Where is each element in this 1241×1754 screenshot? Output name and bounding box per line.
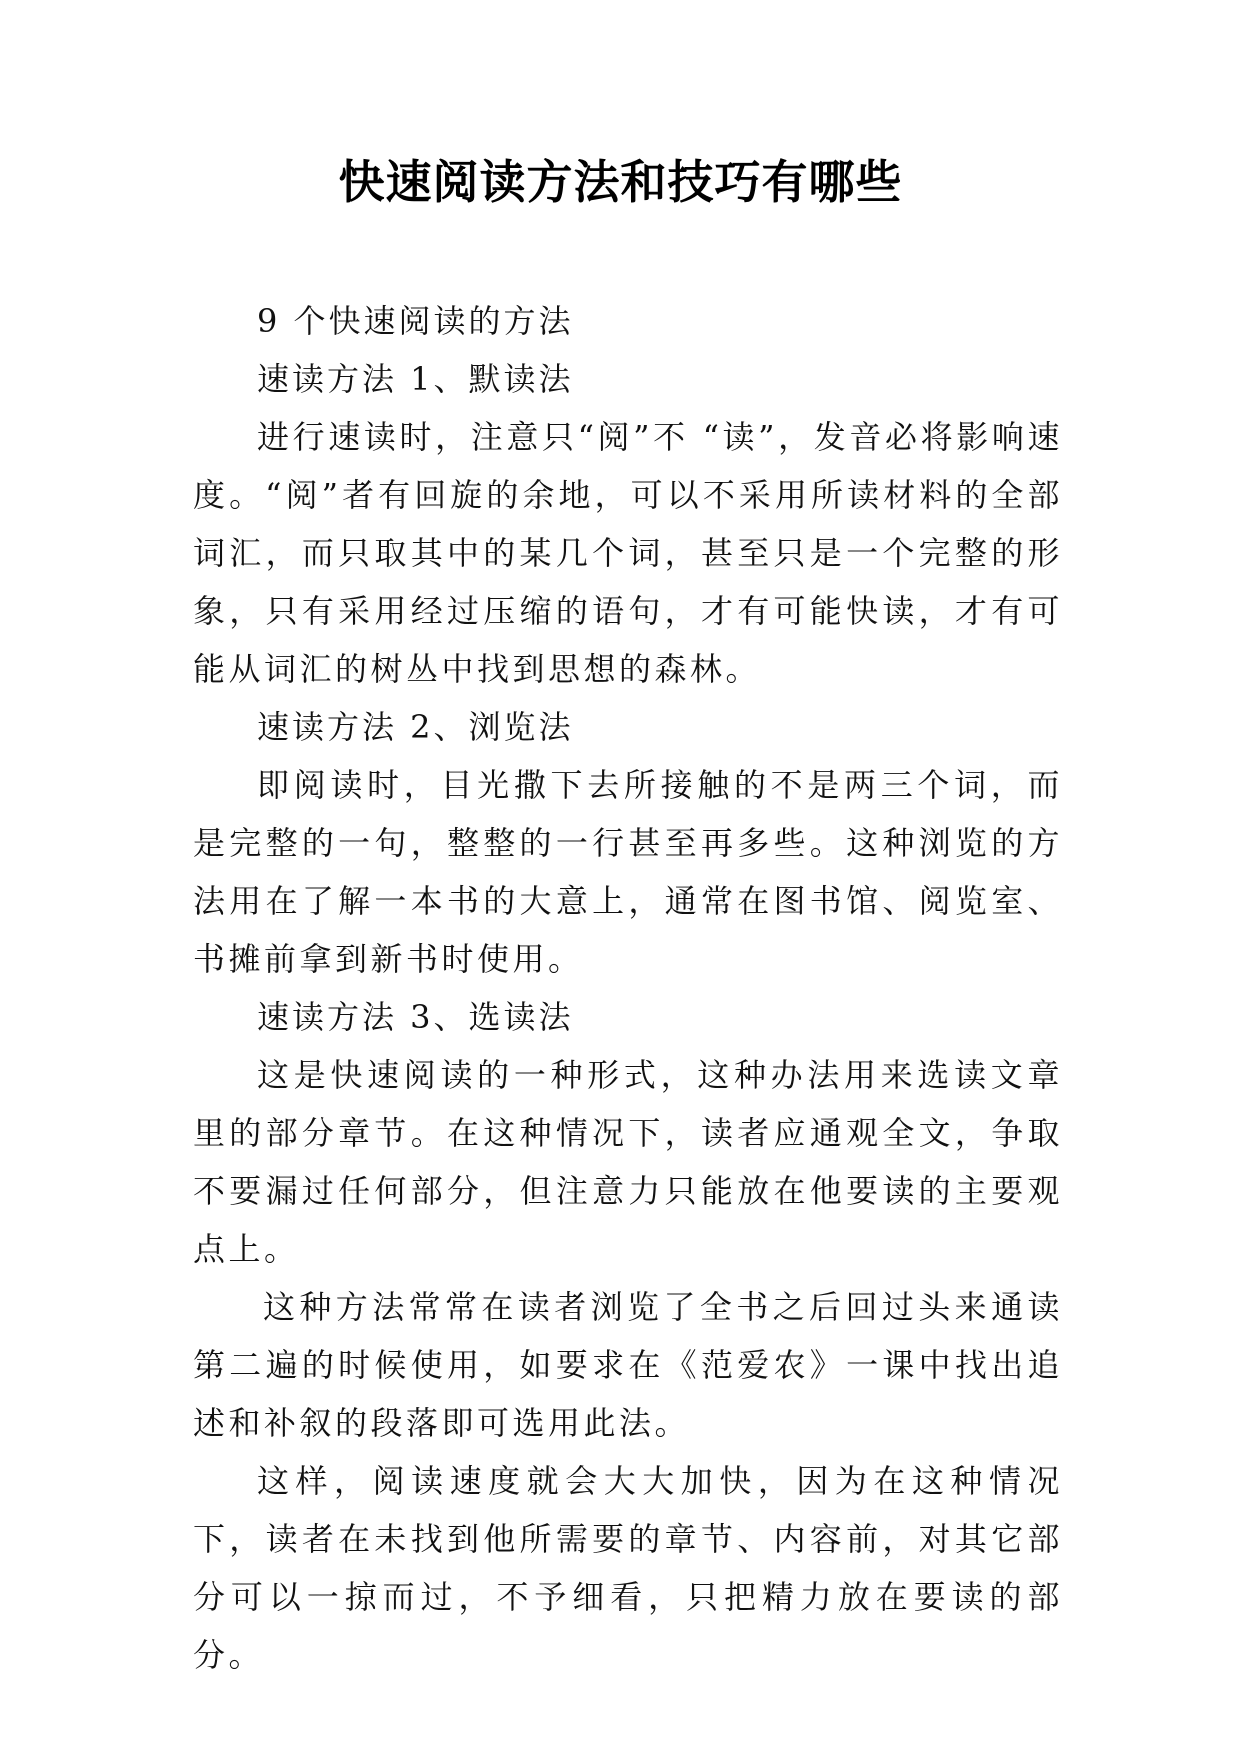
method-3-paragraph: 这是快速阅读的一种形式，这种办法用来选读文章里的部分章节。在这种情况下，读者应通观全文，争取不要漏过任何部分，但注意力只能放在他要读的主要观点上。 <box>193 1056 1063 1268</box>
method-1-heading: 速读方法 1、默读法 <box>257 360 574 398</box>
method-3-heading: 速读方法 3、选读法 <box>257 998 574 1036</box>
method-3-usage-paragraph: 这种方法常常在读者浏览了全书之后回过头来通读第二遍的时候使用，如要求在《范爱农》一课中找出追述和补叙的段落即可选用此法。 <box>193 1288 1063 1442</box>
method-2-heading: 速读方法 2、浏览法 <box>257 708 574 746</box>
method-2-paragraph: 即阅读时，目光撒下去所接触的不是两三个词，而是完整的一句，整整的一行甚至再多些。这种浏览的方法用在了解一本书的大意上，通常在图书馆、阅览室、书摊前拿到新书时使用。 <box>193 766 1063 978</box>
document-title: 快速阅读方法和技巧有哪些 <box>338 155 903 209</box>
document-body <box>193 292 1063 1684</box>
intro-heading: 9 个快速阅读的方法 <box>257 302 574 340</box>
method-3-result-paragraph: 这样，阅读速度就会大大加快，因为在这种情况下，读者在未找到他所需要的章节、内容前，对其它部分可以一掠而过，不予细看，只把精力放在要读的部分。 <box>193 1462 1063 1674</box>
method-1-paragraph: 进行速读时，注意只“阅”不 “读”，发音必将影响速度。“阅”者有回旋的余地，可以不采用所读材料的全部词汇，而只取其中的某几个词，甚至只是一个完整的形象，只有采用经过压缩的语句，才有可能快读，才有可能从词汇的树丛中找到思想的森林。 <box>193 418 1063 688</box>
